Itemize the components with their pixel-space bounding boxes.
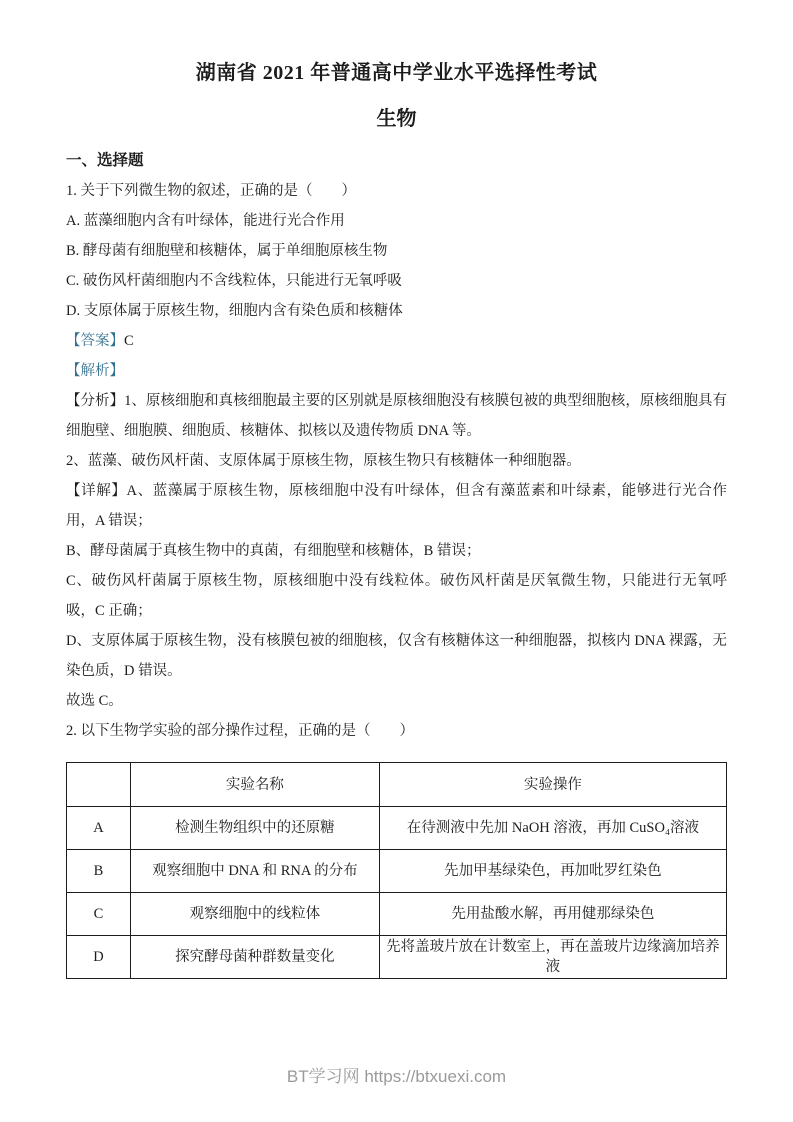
table-header-experiment-operation: 实验操作 xyxy=(379,763,726,807)
answer-line xyxy=(66,326,727,356)
detail-paragraph-a: 【详解】A、蓝藻属于原核生物，原核细胞中没有叶绿体，但含有藻蓝素和叶绿素，能够进行光合作用，A 错误； xyxy=(66,483,727,529)
question1-option-c: C. 破伤风杆菌细胞内不含线粒体，只能进行无氧呼吸 xyxy=(66,273,402,289)
row-label: A xyxy=(67,807,131,850)
question1-option-d: D. 支原体属于原核生物，细胞内含有染色质和核糖体 xyxy=(66,303,403,319)
detail-conclusion: 故选 C。 xyxy=(66,693,123,709)
experiment-name: 观察细胞中的线粒体 xyxy=(131,893,380,936)
analysis-paragraph-1: 【分析】1、原核细胞和真核细胞最主要的区别就是原核细胞没有核膜包被的典型细胞核，原核细胞具有细胞壁、细胞膜、细胞质、核糖体、拟核以及遗传物质 DNA 等。 xyxy=(66,393,727,439)
detail-paragraph-c: C、破伤风杆菌属于原核生物，原核细胞中没有线粒体。破伤风杆菌是厌氧微生物，只能进行无氧呼吸，C 正确； xyxy=(66,573,727,619)
table-header-experiment-name: 实验名称 xyxy=(131,763,380,807)
row-label: C xyxy=(67,893,131,936)
table-row-b xyxy=(67,850,727,893)
subject-title: 生物 xyxy=(376,108,417,130)
answer-label: 【答案】 xyxy=(66,333,124,349)
question1-stem: 1. 关于下列微生物的叙述，正确的是（ ） xyxy=(66,183,356,199)
section-heading: 一、选择题 xyxy=(66,152,144,169)
table-row-a xyxy=(67,807,727,850)
experiment-operation: 先加甲基绿染色，再加吡罗红染色 xyxy=(379,850,726,893)
question2-stem: 2. 以下生物学实验的部分操作过程，正确的是（ ） xyxy=(66,723,414,739)
experiment-table xyxy=(66,762,727,979)
explanation-label: 【解析】 xyxy=(66,363,124,379)
detail-paragraph-b: B、酵母菌属于真核生物中的真菌，有细胞壁和核糖体，B 错误； xyxy=(66,543,481,559)
table-header-blank xyxy=(67,763,131,807)
row-label: B xyxy=(67,850,131,893)
row-label: D xyxy=(67,936,131,979)
question1-option-b: B. 酵母菌有细胞壁和核糖体，属于单细胞原核生物 xyxy=(66,243,388,259)
detail-paragraph-d: D、支原体属于原核生物，没有核膜包被的细胞核，仅含有核糖体这一种细胞器，拟核内 DNA 裸露，无染色质，D 错误。 xyxy=(66,633,727,679)
exam-title: 湖南省 2021 年普通高中学业水平选择性考试 xyxy=(195,62,598,84)
experiment-name: 观察细胞中 DNA 和 RNA 的分布 xyxy=(131,850,380,893)
table-row-d xyxy=(67,936,727,979)
watermark-link[interactable]: BT学习网 https://btxuexi.com xyxy=(286,1067,507,1086)
analysis-paragraph-2: 2、蓝藻、破伤风杆菌、支原体属于原核生物，原核生物只有核糖体一种细胞器。 xyxy=(66,453,581,469)
experiment-operation: 先用盐酸水解，再用健那绿染色 xyxy=(379,893,726,936)
question1-option-a: A. 蓝藻细胞内含有叶绿体，能进行光合作用 xyxy=(66,213,345,229)
explanation-line xyxy=(66,356,727,386)
experiment-name: 检测生物组织中的还原糖 xyxy=(131,807,380,850)
table-row-c xyxy=(67,893,727,936)
table-header-row xyxy=(67,763,727,807)
experiment-operation: 在待测液中先加 NaOH 溶液，再加 CuSO₄溶液 xyxy=(379,807,726,850)
experiment-name: 探究酵母菌种群数量变化 xyxy=(131,936,380,979)
experiment-operation: 先将盖玻片放在计数室上，再在盖玻片边缘滴加培养液 xyxy=(379,936,726,979)
answer-value: C xyxy=(124,333,134,349)
footer xyxy=(0,1062,793,1087)
